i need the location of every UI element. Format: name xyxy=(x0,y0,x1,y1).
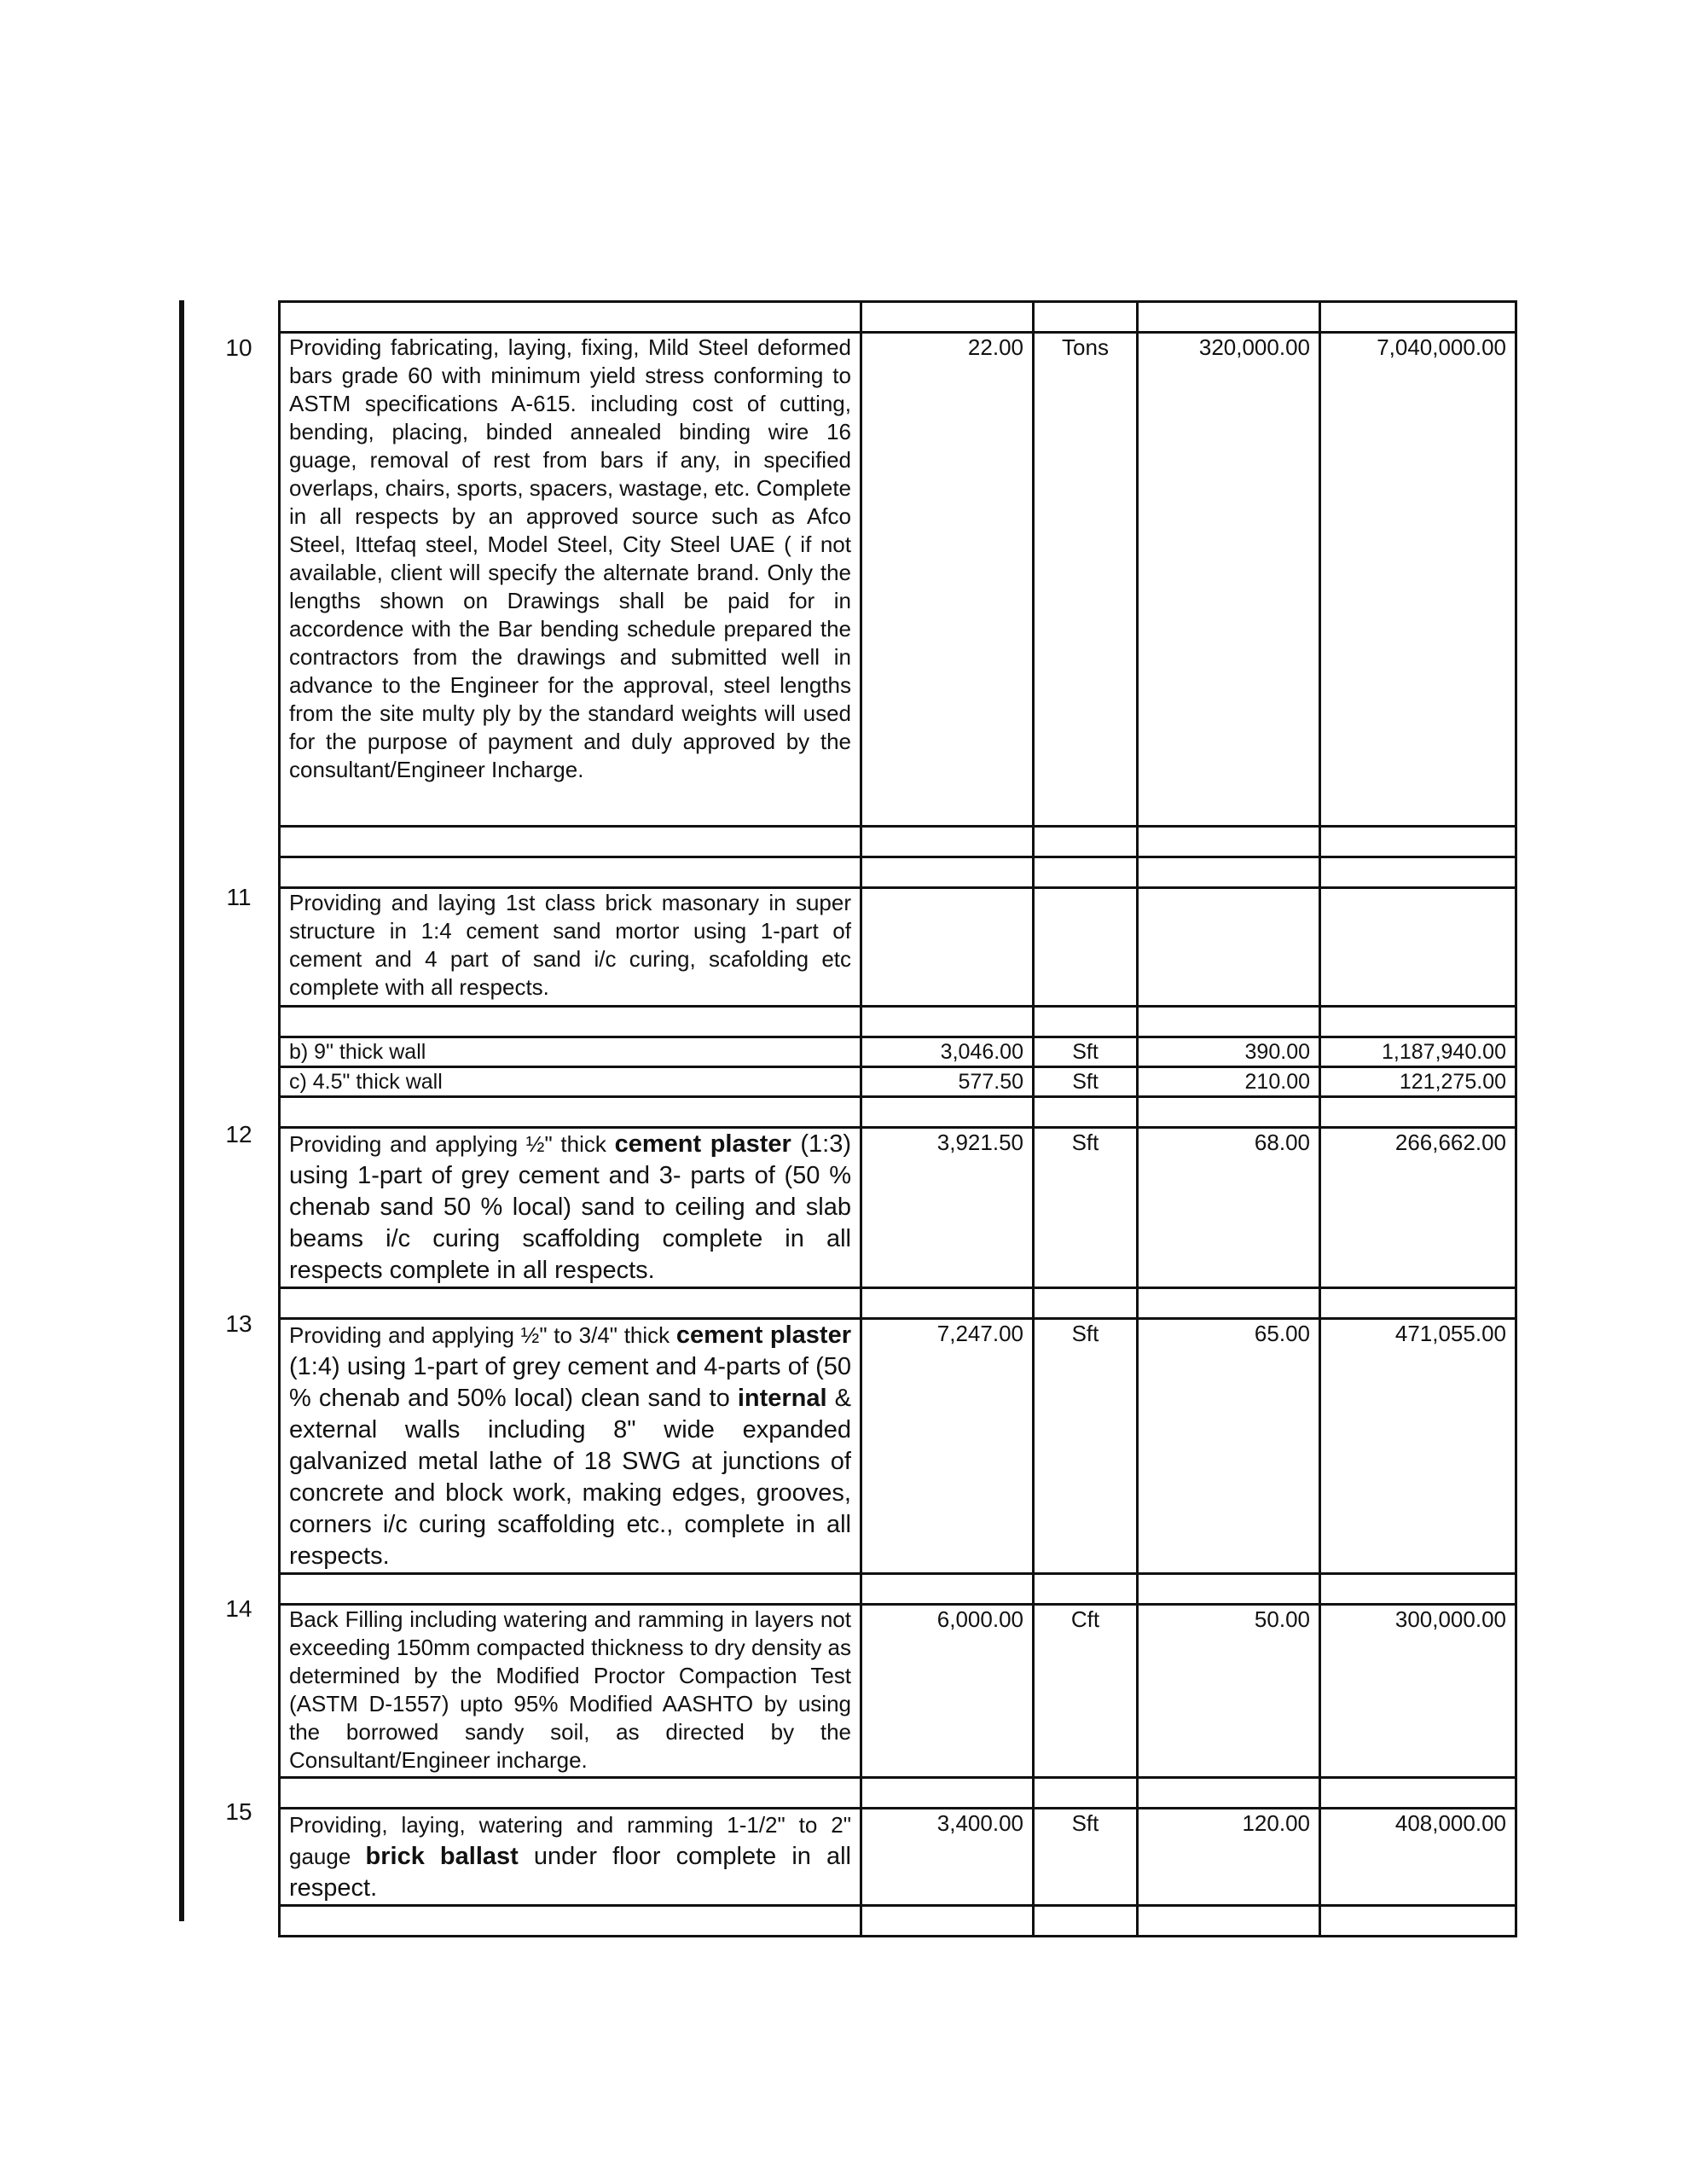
desc-text: Providing, laying, watering and ramming 1-1/2" to 2" gauge xyxy=(289,1812,851,1869)
table-row-item-15 xyxy=(280,1809,1516,1906)
desc-bold-text: internal xyxy=(737,1385,827,1412)
item-number: 11 xyxy=(226,884,252,910)
desc-bold-text: cement plaster xyxy=(614,1130,791,1158)
sub-item-rate: 390.00 xyxy=(1138,1037,1320,1067)
item-description: Providing fabricating, laying, fixing, Mild Steel deformed bars grade 60 with minimum yield stress conforming to ASTM specifications A-615. including cost of cutting, bending, placing, binded annealed binding wire 16 guage, removal of rest from bars if any, in specified overlaps, chairs, sports, spacers, wastage, etc. Complete in all respects by an approved source such as Afco Steel, Ittefaq steel, Model Steel, City Steel UAE ( if not available, client will specify the alternate brand. Only the lengths shown on Drawings shall be paid for in accordence with the Bar bending schedule prepared the contractors from the drawings and submitted well in advance to the Engineer for the approval, steel lengths from the site multy ply by the standard weights will used for the purpose of payment and duly approved by the consultant/Engineer Incharge. xyxy=(280,333,861,827)
desc-bold-text: cement plaster xyxy=(675,1321,852,1349)
item-rate: 320,000.00 xyxy=(1138,333,1320,827)
item-number: 12 xyxy=(225,1121,252,1147)
item-unit: Sft xyxy=(1034,1319,1138,1574)
item-number: 10 xyxy=(225,334,252,361)
item-rate: 50.00 xyxy=(1138,1605,1320,1778)
desc-text: Providing and applying ½" to 3/4" thick xyxy=(289,1322,676,1348)
spacer-row xyxy=(280,1288,1516,1319)
item-amount: 7,040,000.00 xyxy=(1320,333,1516,827)
item-description xyxy=(280,1128,861,1288)
item-unit: Tons xyxy=(1034,333,1138,827)
spacer-row xyxy=(280,1906,1516,1937)
item-description: Back Filling including watering and ramming in layers not exceeding 150mm compacted thickness to dry density as determined by the Modified Proctor Compaction Test (ASTM D-1557) upto 95% Modified AASHTO by using the borrowed sandy soil, as directed by the Consultant/Engineer incharge. xyxy=(280,1605,861,1778)
table-row-sub-b xyxy=(280,1037,1516,1067)
desc-text: (1:3) using 1-part of grey cement and 3- parts of (50 % chenab sand 50 % local) sand to ceiling and slab beams i/c curing scaffolding complete in all respects complete in all respects. xyxy=(289,1130,851,1284)
spacer-row xyxy=(280,1007,1516,1037)
item-amount: 408,000.00 xyxy=(1320,1809,1516,1906)
table-row-item-14 xyxy=(280,1605,1516,1778)
item-qty: 7,247.00 xyxy=(861,1319,1034,1574)
item-qty: 6,000.00 xyxy=(861,1605,1034,1778)
desc-bold-text: brick ballast xyxy=(365,1843,519,1870)
item-number: 13 xyxy=(225,1310,252,1337)
table-row-item-10 xyxy=(280,333,1516,827)
item-description: Providing and laying 1st class brick masonary in super structure in 1:4 cement sand mortor using 1-part of cement and 4 part of sand i/c curing, scafolding etc complete with all respects. xyxy=(280,888,861,1007)
item-amount: 266,662.00 xyxy=(1320,1128,1516,1288)
item-qty: 22.00 xyxy=(861,333,1034,827)
item-number: 14 xyxy=(225,1595,252,1622)
item-amount: 471,055.00 xyxy=(1320,1319,1516,1574)
boq-table xyxy=(278,300,1517,1937)
desc-text: (1:4) using 1-part of grey cement and 4-parts of (50 % chenab and 50% local) clean sand to xyxy=(289,1353,851,1412)
sub-item-label: c) 4.5" thick wall xyxy=(280,1067,861,1097)
table-row-item-13 xyxy=(280,1319,1516,1574)
sub-item-qty: 577.50 xyxy=(861,1067,1034,1097)
table-row-item-11 xyxy=(280,888,1516,1007)
item-number: 15 xyxy=(225,1798,252,1825)
item-rate: 120.00 xyxy=(1138,1809,1320,1906)
spacer-row xyxy=(280,302,1516,333)
desc-text: & external walls including 8" wide expanded galvanized metal lathe of 18 SWG at junctions of concrete and block work, making edges, grooves, corners i/c curing scaffolding etc., complete in all respects. xyxy=(289,1385,851,1570)
item-description xyxy=(280,1319,861,1574)
sub-item-unit: Sft xyxy=(1034,1067,1138,1097)
sub-item-amount: 121,275.00 xyxy=(1320,1067,1516,1097)
item-unit: Sft xyxy=(1034,1128,1138,1288)
spacer-row xyxy=(280,1778,1516,1809)
sub-item-amount: 1,187,940.00 xyxy=(1320,1037,1516,1067)
spacer-row xyxy=(280,1097,1516,1128)
margin-rule xyxy=(179,300,184,1921)
item-unit: Sft xyxy=(1034,1809,1138,1906)
sub-item-rate: 210.00 xyxy=(1138,1067,1320,1097)
spacer-row xyxy=(280,827,1516,857)
item-rate: 65.00 xyxy=(1138,1319,1320,1574)
sub-item-unit: Sft xyxy=(1034,1037,1138,1067)
item-qty: 3,400.00 xyxy=(861,1809,1034,1906)
item-qty: 3,921.50 xyxy=(861,1128,1034,1288)
spacer-row xyxy=(280,1574,1516,1605)
item-description xyxy=(280,1809,861,1906)
table-row-item-12 xyxy=(280,1128,1516,1288)
item-amount: 300,000.00 xyxy=(1320,1605,1516,1778)
table-row-sub-c xyxy=(280,1067,1516,1097)
desc-text: under floor complete in all respect. xyxy=(289,1843,851,1902)
sub-item-label: b) 9" thick wall xyxy=(280,1037,861,1067)
spacer-row xyxy=(280,857,1516,888)
item-rate: 68.00 xyxy=(1138,1128,1320,1288)
item-unit: Cft xyxy=(1034,1605,1138,1778)
sub-item-qty: 3,046.00 xyxy=(861,1037,1034,1067)
desc-text: Providing and applying ½" thick xyxy=(289,1131,615,1157)
